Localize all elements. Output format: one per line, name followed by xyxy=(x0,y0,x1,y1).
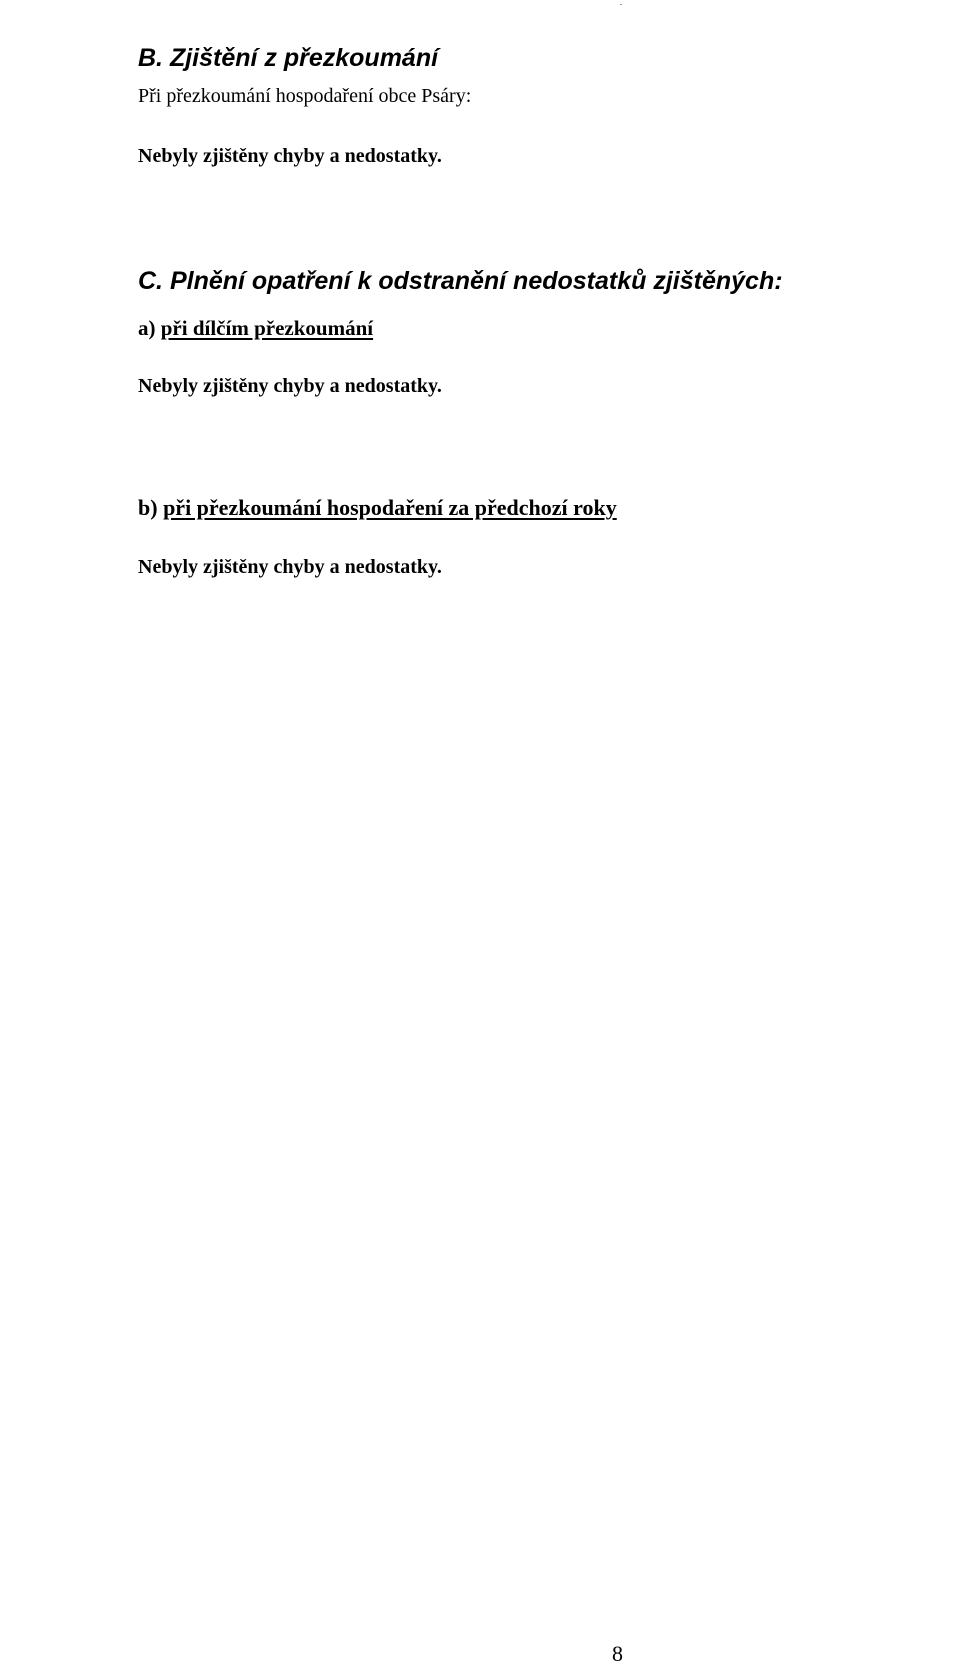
section-c-part-a-heading xyxy=(138,316,373,341)
section-c-part-b-finding: Nebyly zjištěny chyby a nedostatky. xyxy=(138,556,442,578)
section-c-part-a-finding: Nebyly zjištěny chyby a nedostatky. xyxy=(138,375,442,397)
section-c-part-b-heading xyxy=(138,495,617,521)
part-b-marker: b) xyxy=(138,495,158,520)
part-a-title: při dílčím přezkoumání xyxy=(160,316,374,340)
part-a-marker: a) xyxy=(138,316,156,340)
section-c-heading: C. Plnění opatření k odstranění nedostatků zjištěných: xyxy=(138,267,783,295)
section-b-heading: B. Zjištění z přezkoumání xyxy=(138,44,439,72)
section-b-finding: Nebyly zjištěny chyby a nedostatky. xyxy=(138,145,442,167)
page-number: 8 xyxy=(612,1641,623,1666)
section-b-intro: Při přezkoumání hospodaření obce Psáry: xyxy=(138,85,472,107)
scan-artifact xyxy=(620,4,622,5)
part-b-title: při přezkoumání hospodaření za předchozí roky xyxy=(163,495,617,520)
